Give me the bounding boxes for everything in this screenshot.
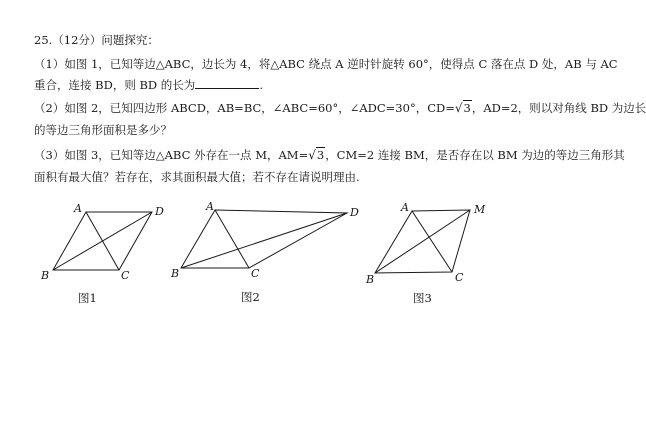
fig1-caption: 图1 [78,291,97,305]
fig3-segment-bm [375,210,470,273]
fig2-label-b: B [171,267,180,280]
fig1-label-d: D [155,205,164,218]
part1-line2-text: 重合，连接 BD，则 BD 的长为 [34,78,196,92]
part3-line2: 面积有最大值？若存在，求其面积最大值；若不存在请说明理由. [34,170,360,184]
fig3-label-b: B [366,273,375,286]
figure-3 [375,210,470,273]
sqrt-expression: √3 [454,101,471,115]
part2-line1-text: （2）如图 2，已知四边形 ABCD，AB=BC，∠ABC=60°，∠ADC=30°，CD= [34,101,455,115]
fig1-label-c: C [121,269,130,282]
problem-header: 25.（12分）问题探究： [34,33,159,47]
fig2-caption: 图2 [241,290,260,304]
part1-line1: （1）如图 1，已知等边△ABC，边长为 4，将△ABC 绕点 A 逆时针旋转 60°，使得点 C 落在点 D 处，AB 与 AC [34,57,618,71]
fig3-label-a: A [401,201,409,214]
fig3-label-c: C [455,271,464,284]
part2-line2: 的等边三角形面积是多少？ [34,123,172,137]
part3-line1-rest: ，CM=2 连接 BM，是否存在以 BM 为边的等边三角形其 [325,148,625,162]
part3-line1-text: （3）如图 3，已知等边△ABC 外存在一点 M，AM= [34,148,309,162]
sqrt-expression: √3 [308,148,325,162]
sqrt-radicand: 3 [463,101,471,115]
part1-line2-end: . [259,78,263,92]
fig2-label-a: A [206,200,214,213]
fig1-label-a: A [74,202,82,215]
fig3-label-m: M [474,203,486,216]
fig1-diagonal-ac [86,212,119,270]
part2-line1-rest: ，AD=2，则以对角线 BD 为边长 [471,101,646,115]
fig2-diagonal-ac [215,210,249,268]
fig3-caption: 图3 [413,291,432,305]
figure-2 [181,210,347,268]
sqrt-radicand: 3 [316,148,325,162]
fig2-label-d: D [350,206,359,219]
fig3-segment-ac [412,211,452,272]
fig1-label-b: B [41,269,50,282]
figure-1 [53,212,152,270]
fig2-label-c: C [251,267,260,280]
